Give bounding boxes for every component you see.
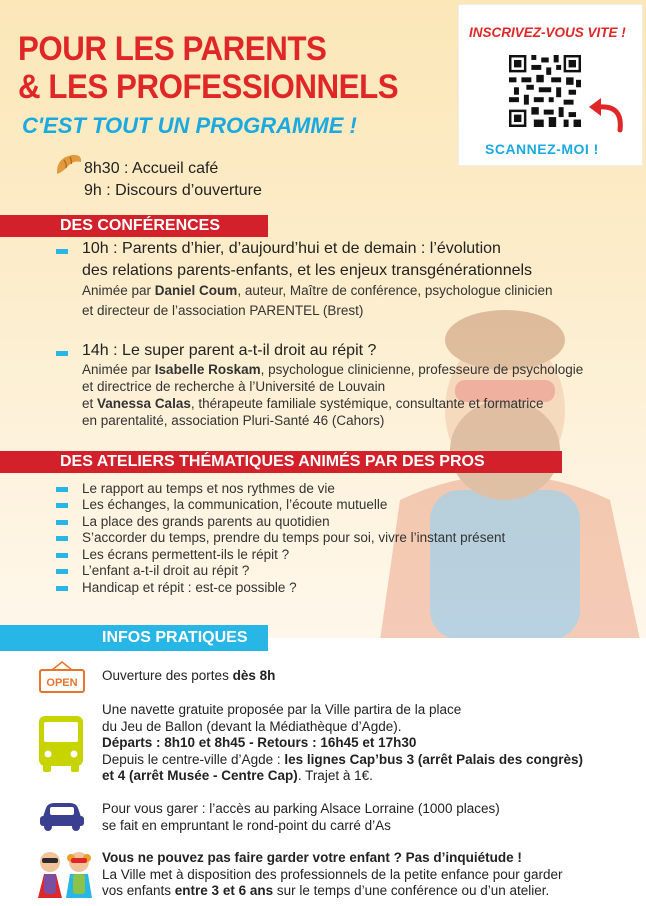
schedule-item-opening-speech: 9h : Discours d’ouverture	[84, 182, 262, 199]
infos-heading: INFOS PRATIQUES	[0, 625, 268, 651]
svg-text:OPEN: OPEN	[46, 677, 78, 689]
conference-bullet	[56, 249, 68, 254]
schedule-item-welcome: 8h30 : Accueil café	[84, 160, 219, 177]
qr-title: INSCRIVEZ-VOUS VITE !	[469, 25, 626, 40]
workshop-bullet	[56, 586, 68, 591]
qr-code-icon[interactable]	[509, 55, 581, 127]
subtitle: C'EST TOUT UN PROGRAMME !	[22, 113, 357, 138]
workshop-bullet	[56, 553, 68, 558]
qr-register-box[interactable]	[458, 4, 643, 166]
conference-2-speaker: Animée par Isabelle Roskam, psychologue clinicienne, professeure de psychologie	[82, 362, 584, 377]
workshop-bullet	[56, 520, 68, 525]
bus-icon	[36, 714, 86, 774]
conference-2-speaker-line-2: et directrice de recherche à l’Université de Louvain	[82, 379, 386, 394]
conference-2-speaker-line-4: en parentalité, association Pluri-Santé 46 (Cahors)	[82, 413, 385, 428]
conference-2-title: 14h : Le super parent a-t-il droit au répit ?	[82, 342, 377, 359]
croissant-icon	[54, 152, 84, 182]
title-line-2: & LES PROFESSIONNELS	[18, 68, 399, 106]
workshop-item: Le rapport au temps et nos rythmes de vie	[82, 481, 335, 496]
conference-1-title-line-1: 10h : Parents d’hier, d’aujourd’hui et de demain : l’évolution	[82, 240, 501, 257]
conference-bullet	[56, 351, 68, 356]
parking-info: Pour vous garer : l’accès au parking Alsace Lorraine (1000 places) se fait en empruntant le rond-point du carré d’As	[102, 801, 500, 833]
conference-2-speaker-line-3: et Vanessa Calas, thérapeute familiale systémique, consultante et formatrice	[82, 396, 544, 411]
qr-scan-label: SCANNEZ-MOI !	[485, 141, 599, 157]
conferences-heading: DES CONFÉRENCES	[0, 215, 268, 237]
conference-1-speaker: Animée par Daniel Coum, auteur, Maître de conférence, psychologue clinicien	[82, 283, 553, 298]
workshop-item: Les échanges, la communication, l’écoute mutuelle	[82, 497, 388, 512]
childcare-info: Vous ne pouvez pas faire garder votre enfant ? Pas d’inquiétude ! La Ville met à disposition des professionnels de la petite enfance pour garder vos enfants entre 3 et 6 ans sur le temps d’une conférence ou d’un atelier.	[102, 850, 563, 898]
curved-arrow-icon	[585, 95, 625, 135]
workshop-item: Handicap et répit : est-ce possible ?	[82, 580, 297, 595]
car-icon	[38, 798, 86, 832]
open-sign-icon	[38, 660, 86, 694]
title-line-1: POUR LES PARENTS	[18, 30, 327, 68]
workshop-bullet	[56, 503, 68, 508]
workshops-heading: DES ATELIERS THÉMATIQUES ANIMÉS PAR DES PROS	[0, 451, 562, 473]
workshop-bullet	[56, 536, 68, 541]
doors-opening-text: Ouverture des portes dès 8h	[102, 668, 276, 683]
conference-1-speaker-line-2: et directeur de l’association PARENTEL (Brest)	[82, 303, 364, 318]
children-superheroes-icon	[34, 846, 94, 902]
workshop-item: Les écrans permettent-ils le répit ?	[82, 547, 290, 562]
workshop-bullet	[56, 569, 68, 574]
shuttle-info: Une navette gratuite proposée par la Ville partira de la place du Jeu de Ballon (devant la Médiathèque d’Agde). Départs : 8h10 et 8h45 - Retours : 16h45 et 17h30 Depuis le centre-ville d’Agde : les lignes Cap’bus 3 (arrêt Palais des congrès) et 4 (arrêt Musée - Centre Cap). Trajet à 1€.	[102, 702, 583, 783]
workshop-item: L’enfant a-t-il droit au répit ?	[82, 563, 250, 578]
workshop-bullet	[56, 487, 68, 492]
workshop-item: S’accorder du temps, prendre du temps pour soi, vivre l’instant présent	[82, 530, 506, 545]
workshop-item: La place des grands parents au quotidien	[82, 514, 330, 529]
conference-1-title-line-2: des relations parents-enfants, et les enjeux transgénérationnels	[82, 262, 533, 279]
